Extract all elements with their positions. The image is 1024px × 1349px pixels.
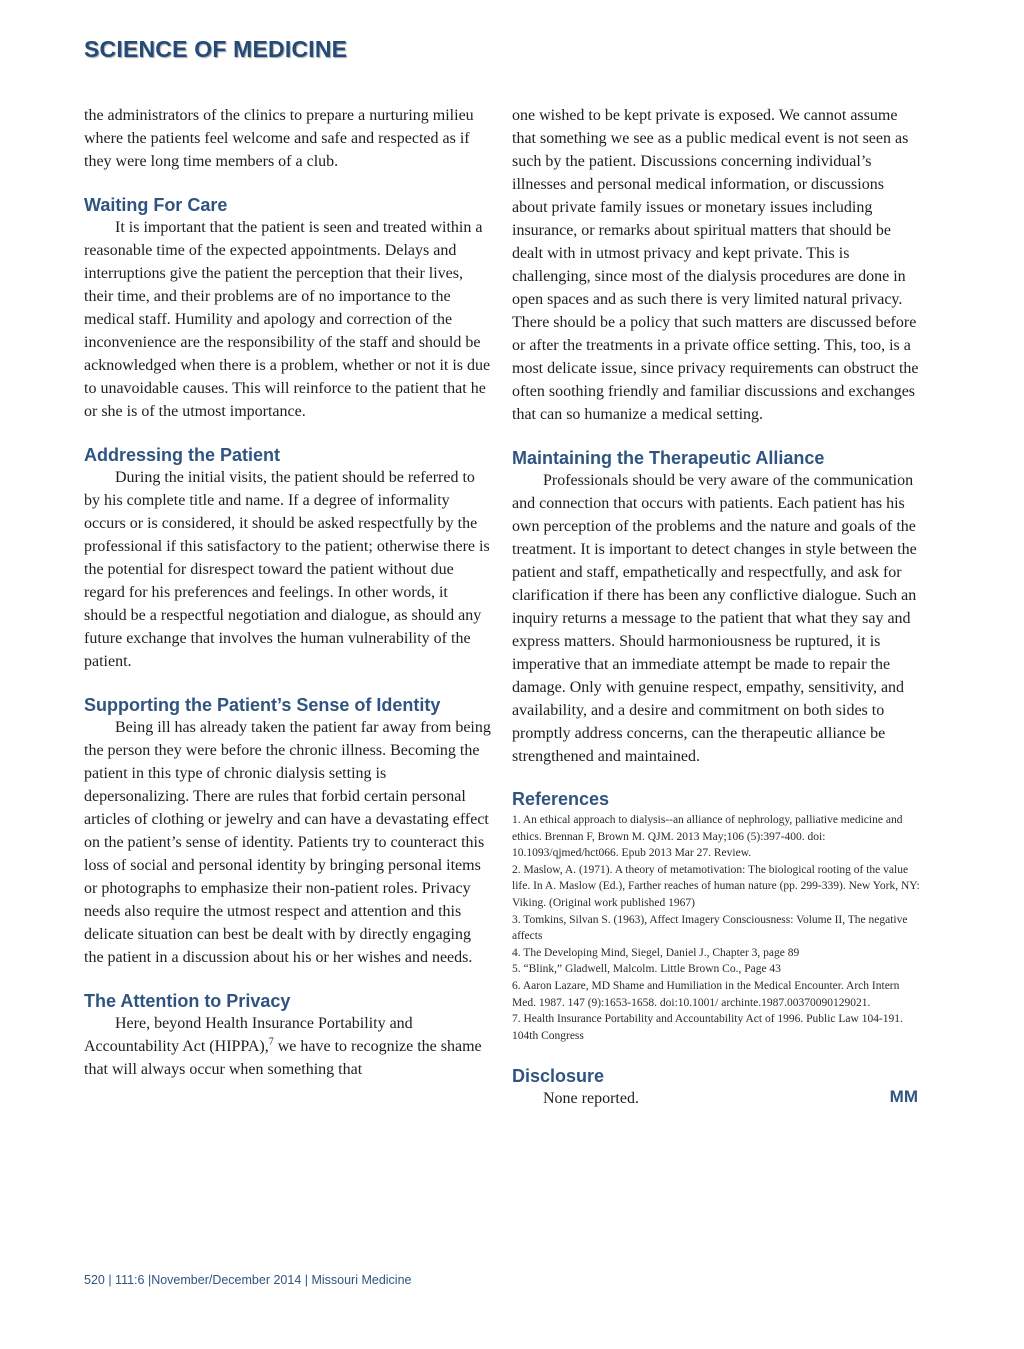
disclosure-row <box>512 1087 922 1110</box>
intro-paragraph: the administrators of the clinics to prepare a nurturing milieu where the patients feel welcome and safe and respected as if they were long time members of a club. <box>84 107 474 170</box>
heading-waiting-for-care: Waiting For Care <box>84 195 228 215</box>
heading-therapeutic-alliance: Maintaining the Therapeutic Alliance <box>512 448 825 468</box>
reference-item: 5. “Blink,” Gladwell, Malcolm. Little Brown Co., Page 43 <box>512 963 781 976</box>
reference-item: 7. Health Insurance Portability and Accountability Act of 1996. Public Law 104-191. 104th Congress <box>512 1013 903 1042</box>
reference-item: 1. An ethical approach to dialysis--an alliance of nephrology, palliative medicine and ethics. Brennan F, Brown M. QJM. 2013 May;106 (5):397-400. doi: 10.1093/qjmed/hct066. Epub 2013 Mar 27. Review. <box>512 814 903 860</box>
body-addressing-patient: During the initial visits, the patient should be referred to by his complete title and name. If a degree of informality occurs or is considered, it should be asked respectfully by the professional if this satisfactory to the patient; otherwise there is the potential for disrespect toward the patient without due regard for his preferences and feelings. In other words, it should be a respectful negotiation and dialogue, as should any future exchange that involves the human vulnerability of the patient. <box>84 469 490 670</box>
heading-attention-privacy: The Attention to Privacy <box>84 991 291 1011</box>
body-attention-privacy <box>84 1012 492 1081</box>
reference-item: 4. The Developing Mind, Siegel, Daniel J., Chapter 3, page 89 <box>512 946 800 959</box>
section-title: SCIENCE OF MEDICINE <box>84 36 348 62</box>
heading-references: References <box>512 789 610 809</box>
body-supporting-identity: Being ill has already taken the patient far away from being the person they were before the chronic illness. Becoming the patient in this type of chronic dialysis setting is depersonalizing. There are rules that forbid certain personal articles of clothing or jewelry and can have a devastating effect on the patient’s sense of identity. Patients try to counteract this loss of social and personal identity by bringing personal items or photographs to emphasize their non-patient roles. Privacy needs also require the utmost respect and attention and this delicate situation can best be dealt with by directly engaging the patient in a discussion about his or her wishes and needs. <box>84 719 491 966</box>
privacy-text-part-2: we have to recognize the shame that will always occur when something that <box>84 1038 482 1078</box>
left-column <box>84 104 492 1081</box>
privacy-text-part-1: Here, beyond Health Insurance Portability and Accountability Act (HIPPA), <box>84 1015 413 1055</box>
reference-item: 6. Aaron Lazare, MD Shame and Humiliation in the Medical Encounter. Arch Intern Med. 1987. 147 (9):1653-1658. doi:10.1001/ archinte.1987.00370090129021. <box>512 979 900 1009</box>
disclosure-body: None reported. <box>543 1090 639 1108</box>
body-waiting-for-care: It is important that the patient is seen and treated within a reasonable time of the expected appointments. Delays and interruptions give the patient the perception that their lives, their time, and their problems are of no importance to the medical staff. Humility and apology and correction of the inconvenience are the responsibility of the staff and should be acknowledged when there is a problem, whether or not it is due to unavoidable causes. This will reinforce to the patient that he or she is of the utmost importance. <box>84 219 491 420</box>
page-footer: 520 | 111:6 |November/December 2014 | Missouri Medicine <box>84 1273 412 1287</box>
right-column <box>512 104 922 1110</box>
heading-addressing-patient: Addressing the Patient <box>84 445 281 465</box>
references-list <box>512 812 922 1044</box>
reference-item: 2. Maslow, A. (1971). A theory of metamotivation: The biological rooting of the value life. In A. Maslow (Ed.), Farther reaches of human nature (pp. 299-339). New York, NY: Viking. (Original work published 1967) <box>512 863 920 909</box>
reference-marker: 7 <box>268 1036 274 1048</box>
body-therapeutic-alliance: Professionals should be very aware of the communication and connection that occurs with patients. Each patient has his own perception of the problems and the nature and goals of the treatment. It is important to detect changes in style between the patient and staff, empathetically and respectfully, and ask for clarification if there has been any conflictive dialogue. Such an inquiry returns a message to the patient that what they say and express matters. Should harmoniousness be ruptured, it is imperative that an immediate attempt be made to repair the damage. Only with genuine respect, empathy, sensitivity, and availability, and a desire and commitment on both sides to promptly address concerns, can the therapeutic alliance be strengthened and maintained. <box>512 472 917 765</box>
mm-logo: MM <box>889 1087 918 1107</box>
reference-item: 3. Tomkins, Silvan S. (1963), Affect Imagery Consciousness: Volume II, The negative affects <box>512 913 908 943</box>
heading-supporting-identity: Supporting the Patient’s Sense of Identity <box>84 695 441 715</box>
heading-disclosure: Disclosure <box>512 1066 605 1087</box>
continued-paragraph: one wished to be kept private is exposed. We cannot assume that something we see as a public medical event is not seen as such by the patient. Discussions concerning individual’s illnesses and personal medical information, or discussions about private family issues or monetary issues including insurance, or remarks about spiritual matters that should be dealt with in utmost privacy and kept private. This is challenging, since most of the dialysis procedures are done in open spaces and as such there is very limited natural privacy. There should be a policy that such matters are discussed before or after the treatments in a private office setting. This, too, is a most delicate issue, since privacy requirements can obstruct the often soothing friendly and familiar discussions and exchanges that can so humanize a medical setting. <box>512 107 919 423</box>
